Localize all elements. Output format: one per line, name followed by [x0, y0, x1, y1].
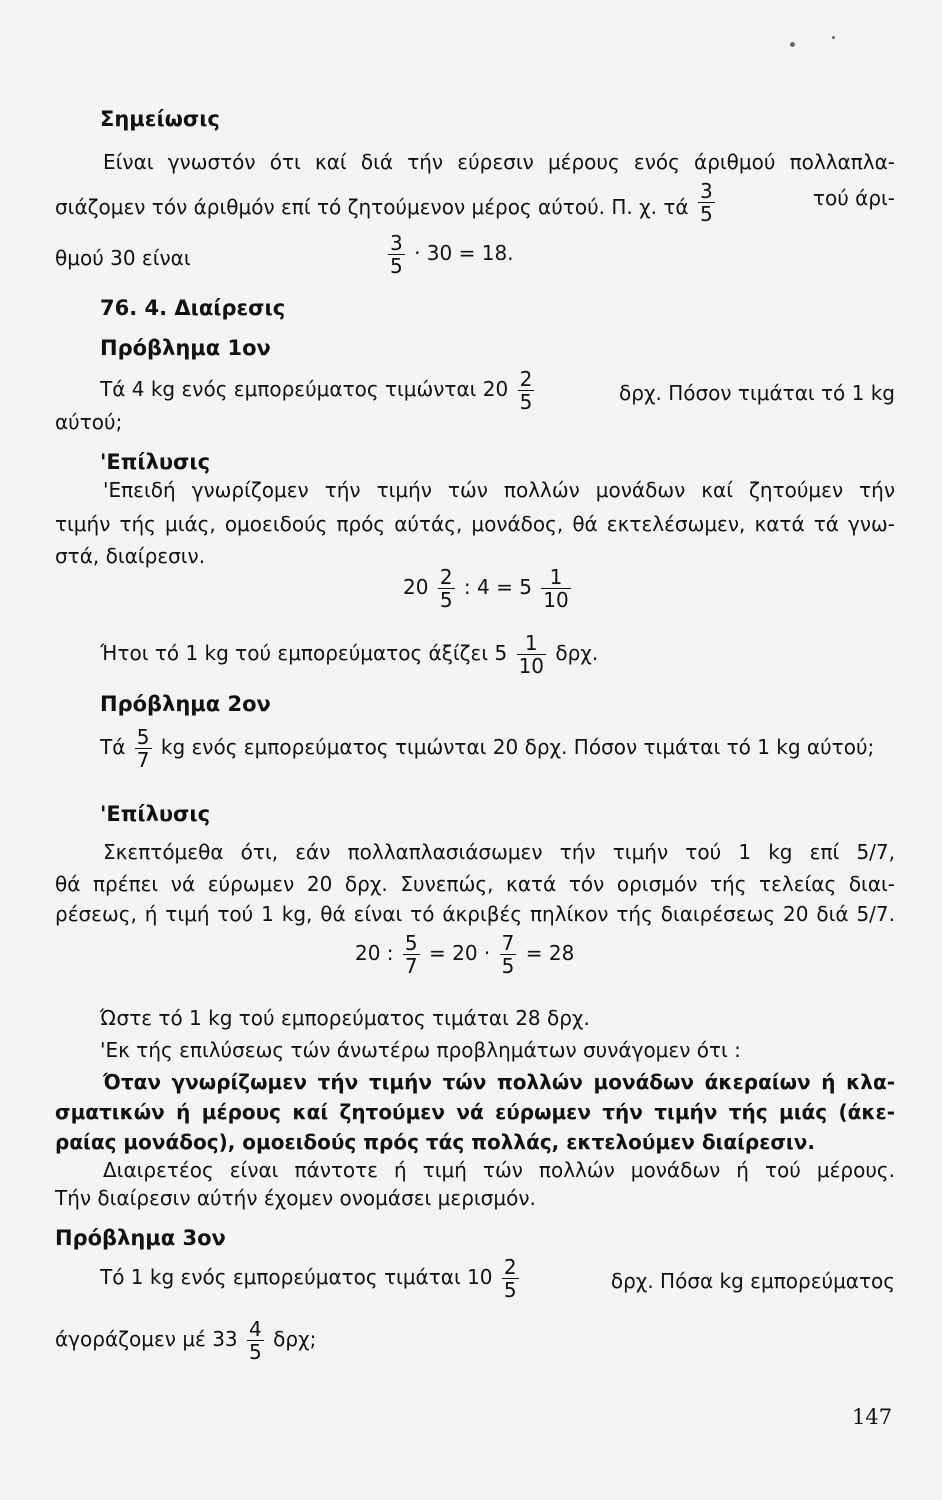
- print-speck: [832, 36, 835, 39]
- rule-line: Όταν γνωρίζωμεν τήν τιμήν τών πολλών μονάδων άκεραίων ή κλα-: [103, 1070, 895, 1094]
- fraction: $\frac{2}{5}$: [519, 367, 533, 414]
- section-heading: 76. 4. Διαίρεσις: [100, 296, 286, 320]
- solution-line: θά πρέπει νά εύρωμεν 20 δρχ. Συνεπώς, κατά τόν ορισμόν τής τελείας διαι-: [55, 872, 895, 896]
- conclusion-intro: 'Εκ τής επιλύσεως τών άνωτέρω προβλημάτων συνάγομεν ότι :: [100, 1038, 741, 1062]
- note-line: θμού 30 είναι: [55, 246, 191, 270]
- problem-text: Τά 4 kg ενός εμπορεύματος τιμώνται 20 $\frac{2}{5}$ δρχ. Πόσον τιμάται τό 1 kg: [100, 367, 895, 414]
- print-speck: [790, 42, 795, 47]
- problem-text: άγοράζομεν μέ 33 $\frac{4}{5}$ δρχ;: [55, 1317, 317, 1364]
- math-equation: $\frac{3}{5}$ · 30 = 18.: [390, 231, 514, 278]
- problem-heading: Πρόβλημα 3ον: [55, 1226, 226, 1250]
- solution-line: Σκεπτόμεθα ότι, εάν πολλαπλασιάσωμεν τήν τιμήν τού 1 kg επί 5/7,: [103, 840, 895, 864]
- result-line: Ήτοι τό 1 kg τού εμπορεύματος άξίζει 5 $\frac{1}{10}$ δρχ.: [100, 631, 599, 678]
- note-heading: Σημείωσις: [100, 107, 220, 131]
- fraction: $\frac{2}{5}$: [439, 565, 453, 612]
- solution-line: τιμήν τής μιάς, ομοειδούς πρός αύτάς, μονάδος, θά εκτελέσωμεν, κατά τά γνω-: [55, 512, 895, 536]
- solution-heading: 'Επίλυσις: [100, 450, 211, 474]
- problem-heading: Πρόβλημα 1ον: [100, 336, 271, 360]
- note-line: σιάζομεν τόν άριθμόν επί τό ζητούμενον μέρος αύτού. Π. χ. τά $\frac{3}{5}$ τού άρι-: [55, 179, 895, 226]
- fraction: $\frac{2}{5}$: [503, 1255, 517, 1302]
- problem-text: Τό 1 kg ενός εμπορεύματος τιμάται 10 $\frac{2}{5}$ δρχ. Πόσα kg εμπορεύματος: [100, 1255, 895, 1302]
- problem-heading: Πρόβλημα 2ον: [100, 692, 271, 716]
- solution-line: στά, διαίρεσιν.: [55, 544, 206, 568]
- fraction: $\frac{1}{10}$: [518, 631, 545, 678]
- problem-text: Τά $\frac{5}{7}$ kg ενός εμπορεύματος τιμώνται 20 δρχ. Πόσον τιμάται τό 1 kg αύτού;: [100, 725, 875, 772]
- page-number: 147: [852, 1405, 893, 1429]
- fraction: $\frac{4}{5}$: [249, 1317, 262, 1364]
- problem-text: αύτού;: [55, 410, 123, 434]
- fraction: $\frac{1}{10}$: [543, 565, 569, 612]
- fraction: $\frac{5}{7}$: [404, 931, 418, 978]
- fraction: $\frac{3}{5}$: [699, 179, 713, 226]
- rule-line: σματικών ή μέρους καί ζητούμεν νά εύρωμεν τήν τιμήν τής μιάς (άκε-: [55, 1100, 895, 1124]
- math-equation: 20 $\frac{2}{5}$ : 4 = 5 $\frac{1}{10}$: [403, 565, 569, 612]
- fraction: $\frac{5}{7}$: [136, 725, 150, 772]
- rule-line: ραίας μονάδος), ομοειδούς πρός τάς πολλάς, εκτελούμεν διαίρεσιν.: [55, 1130, 815, 1154]
- note-line: Είναι γνωστόν ότι καί διά τήν εύρεσιν μέρους ενός άριθμού πολλαπλα-: [103, 150, 895, 174]
- fraction: $\frac{7}{5}$: [501, 931, 515, 978]
- result-line: Ώστε τό 1 kg τού εμπορεύματος τιμάται 28 δρχ.: [100, 1006, 590, 1030]
- fraction: $\frac{3}{5}$: [390, 231, 403, 278]
- definition-line: Τήν διαίρεσιν αύτήν έχομεν ονομάσει μερισμόν.: [55, 1186, 536, 1210]
- solution-line: ρέσεως, ή τιμή τού 1 kg, θά είναι τό άκριβές πηλίκον τής διαιρέσεως 20 διά 5/7.: [55, 902, 895, 926]
- math-equation: 20 : $\frac{5}{7}$ = 20 · $\frac{7}{5}$ = 28: [355, 931, 575, 978]
- solution-heading: 'Επίλυσις: [100, 802, 211, 826]
- definition-line: Διαιρετέος είναι πάντοτε ή τιμή τών πολλών μονάδων ή τού μέρους.: [103, 1158, 895, 1182]
- solution-line: 'Επειδή γνωρίζομεν τήν τιμήν τών πολλών μονάδων καί ζητούμεν τήν: [103, 478, 895, 502]
